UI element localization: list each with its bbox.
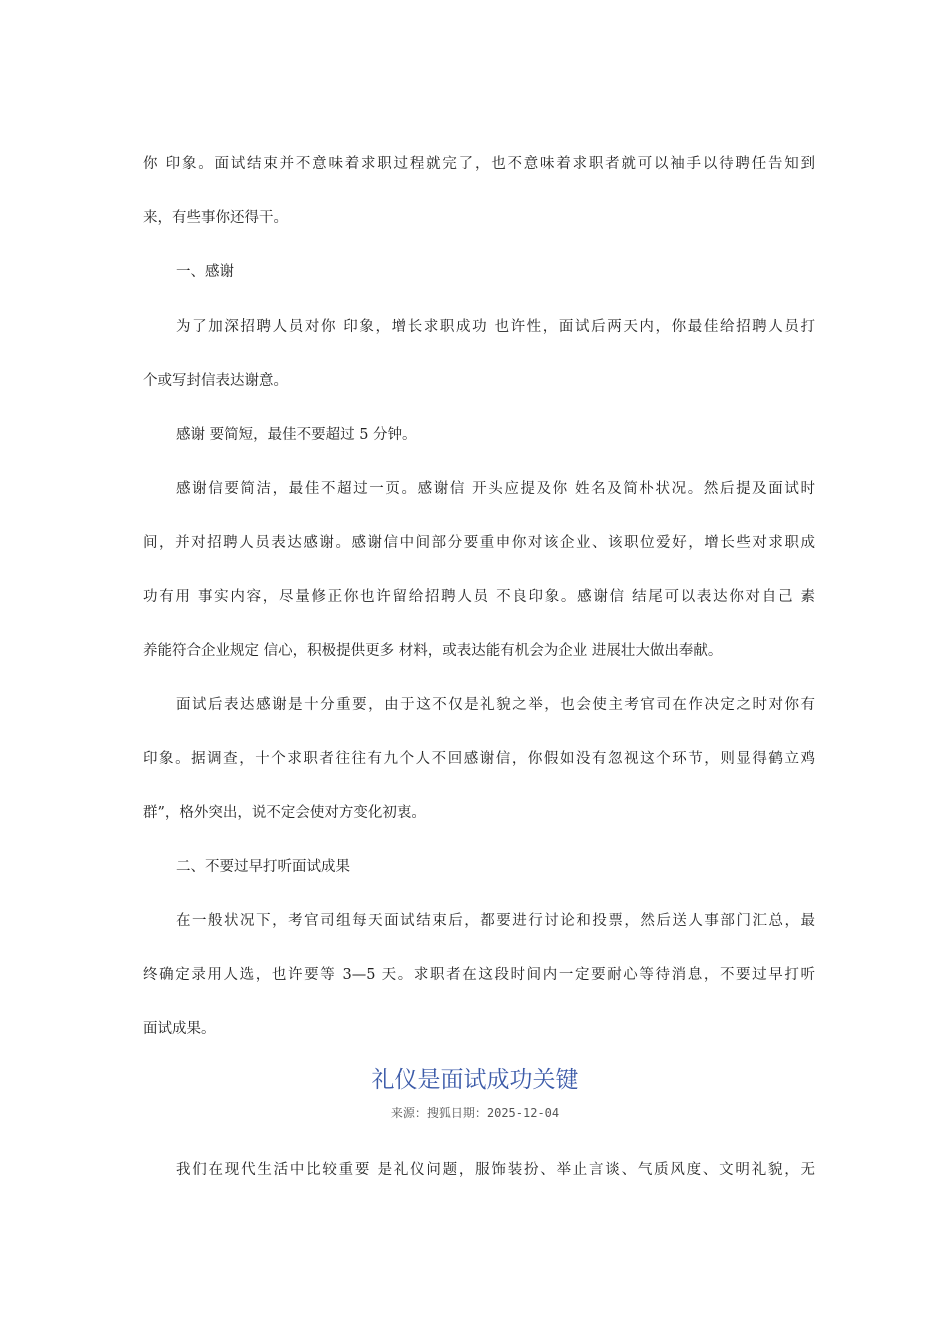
article-source: 来源：搜狐日期： [390, 1106, 487, 1120]
paragraph-line: 功有用 事实内容，尽量修正你也许留给招聘人员 不良印象。感谢信 结尾可以表达你对自己 素 [143, 589, 815, 605]
paragraph-line: 终确定录用人选，也许要等 3—5 天。求职者在这段时间内一定要耐心等待消息，不要过早打听 [143, 967, 815, 983]
paragraph-line: 群”，格外突出，说不定会使对方变化初衷。 [143, 805, 426, 821]
paragraph-line: 养能符合企业规定 信心，积极提供更多 材料，或表达能有机会为企业 进展壮大做出奉献。 [143, 643, 723, 659]
paragraph-line: 我们在现代生活中比较重要 是礼仪问题，服饰装扮、举止言谈、气质风度、文明礼貌，无 [176, 1162, 815, 1178]
article-title: 礼仪是面试成功关键 [371, 1067, 579, 1093]
section-heading-results: 二、不要过早打听面试成果 [176, 859, 350, 875]
paragraph-line: 感谢信要简洁，最佳不超过一页。感谢信 开头应提及你 姓名及简朴状况。然后提及面试时 [176, 481, 815, 497]
paragraph-line: 感谢 要简短，最佳不要超过 5 分钟。 [176, 427, 417, 443]
paragraph-line: 为了加深招聘人员对你 印象，增长求职成功 也许性，面试后两天内，你最佳给招聘人员打 [176, 319, 815, 335]
paragraph-line: 面试后表达感谢是十分重要，由于这不仅是礼貌之举，也会使主考官司在作决定之时对你有 [176, 697, 815, 713]
paragraph-line: 个或写封信表达谢意。 [143, 373, 288, 389]
paragraph-line: 在一般状况下，考官司组每天面试结束后，都要进行讨论和投票，然后送人事部门汇总，最 [176, 913, 815, 929]
paragraph-line: 间，并对招聘人员表达感谢。感谢信中间部分要重申你对该企业、该职位爱好，增长些对求职成 [143, 535, 815, 551]
article-date: 2025-12-04 [486, 1106, 560, 1120]
paragraph-line: 面试成果。 [143, 1021, 216, 1037]
paragraph-line: 来，有些事你还得干。 [143, 210, 288, 226]
paragraph-line: 印象。据调查，十个求职者往往有九个人不回感谢信，你假如没有忽视这个环节，则显得鹤立鸡 [143, 751, 815, 767]
section-heading-thanks: 一、感谢 [176, 264, 234, 280]
article-meta [0, 1105, 950, 1121]
paragraph-line: 你 印象。面试结束并不意味着求职过程就完了，也不意味着求职者就可以袖手以待聘任告知到 [143, 156, 815, 172]
